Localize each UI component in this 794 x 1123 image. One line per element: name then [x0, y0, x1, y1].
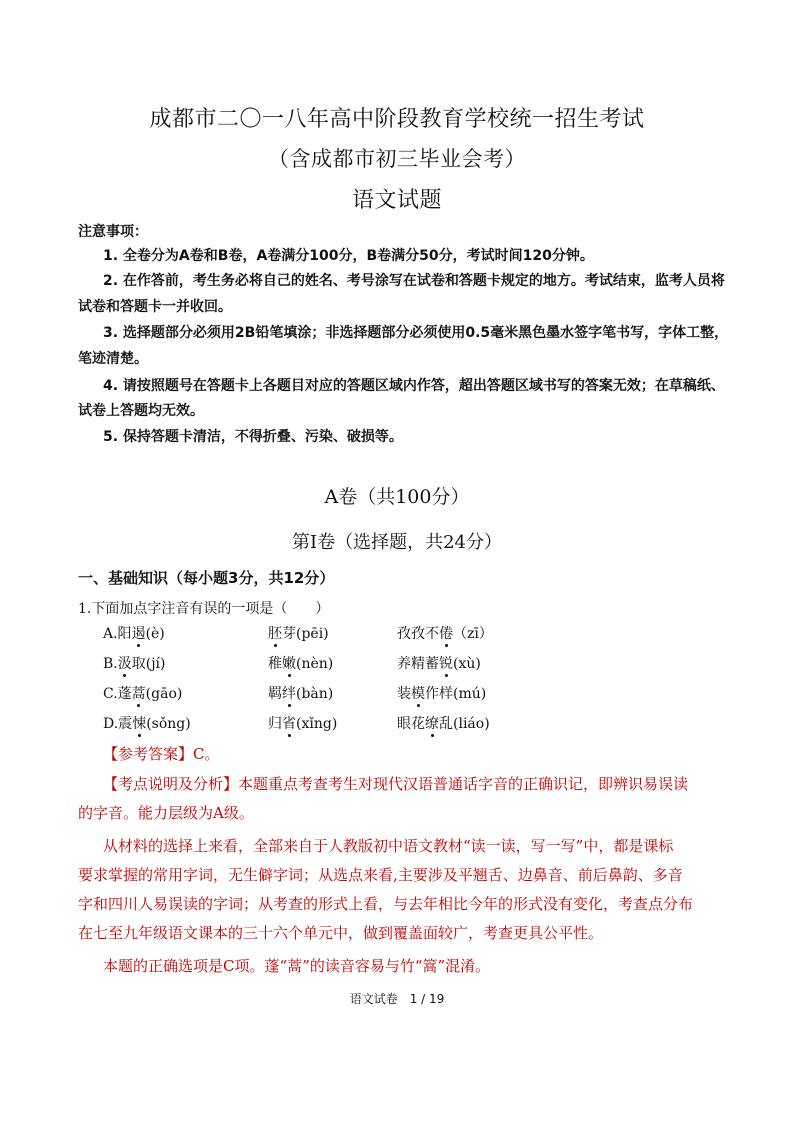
notice-line-2a: 2. 在作答前，考生务必将自己的姓名、考号涂写在试卷和答题卡规定的地方。考试结束，监考人员将	[103, 273, 725, 289]
option-a-item-2: 胚芽(pēi)	[268, 626, 329, 642]
basic-knowledge-heading: 一、基础知识（每小题3分，共12分）	[78, 569, 335, 587]
reference-answer: 【参考答案】C。	[103, 745, 220, 763]
option-c-item-3: 装模作样(mú)	[397, 686, 487, 702]
option-a-item-3: 孜孜不倦（zī）	[397, 626, 493, 642]
option-b-item-1: B.汲取(jí)	[103, 656, 166, 672]
option-c-item-1: C.蓬蒿(gāo)	[103, 686, 183, 702]
dotted-char: 省	[282, 716, 296, 732]
dotted-char: 模	[411, 686, 425, 702]
dotted-char: 遏	[131, 626, 146, 642]
dotted-char: 蒿	[131, 686, 146, 702]
dotted-char: 汲	[117, 656, 132, 672]
exam-subtitle: （含成都市初三毕业会考）	[268, 147, 526, 171]
dotted-char: 缭	[425, 716, 439, 732]
dotted-char: 胚	[268, 626, 282, 642]
option-d-item-3: 眼花缭乱(liáo)	[397, 716, 490, 732]
dotted-char: 锐	[439, 656, 453, 672]
option-d-item-2: 归省(xǐng)	[268, 716, 338, 732]
notice-line-1: 1. 全卷分为A卷和B卷，A卷满分100分，B卷满分50分，考试时间120分钟。	[103, 248, 594, 264]
option-a-item-1: A.阳遏(è)	[103, 626, 165, 642]
subject-title: 语文试题	[351, 188, 442, 213]
notice-line-3b: 笔迹清楚。	[78, 351, 148, 367]
notice-line-4b: 试卷上答题均无效。	[78, 403, 204, 419]
analysis-p2-line-4: 在七至九年级语文课本的三十六个单元中，做到覆盖面较广，考查更具公平性。	[78, 924, 604, 942]
part-one-title: 第Ⅰ卷（选择题，共24分）	[291, 532, 502, 553]
analysis-line-2: 的字音。能力层级为A级。	[78, 804, 254, 822]
analysis-p2-line-3: 字和四川人易误读的字词；从考查的形式上看，与去年相比今年的形式没有变化，考查点分布	[78, 895, 694, 913]
notice-line-3a: 3. 选择题部分必须用2B铅笔填涂；非选择题部分必须使用0.5毫米黑色墨水签字笔书写，字体工整，	[103, 325, 729, 341]
notice-heading: 注意事项：	[78, 224, 148, 240]
dotted-char: 绊	[282, 686, 296, 702]
question-1-stem: 1.下面加点字注音有误的一项是（ ）	[78, 601, 330, 617]
option-c-item-2: 羁绊(bàn)	[268, 686, 334, 702]
option-b-item-2: 稚嫩(nèn)	[268, 656, 334, 672]
analysis-p2-line-1: 从材料的选择上来看，全部来自于人教版初中语文教材“读一读，写一写”中，都是课标	[103, 837, 674, 855]
exam-title: 成都市二〇一八年高中阶段教育学校统一招生考试	[149, 107, 645, 132]
notice-line-2b: 试卷和答题卡一并收回。	[78, 299, 232, 315]
volume-a-title: A卷（共100分）	[324, 486, 470, 508]
analysis-p2-line-2: 要求掌握的常用字词，无生僻字词；从选点来看,主要涉及平翘舌、边鼻音、前后鼻韵、多音	[78, 866, 683, 884]
dotted-char: 倦	[439, 626, 453, 642]
analysis-line-1: 【考点说明及分析】本题重点考查考生对现代汉语普通话字音的正确识记，即辨识易误读	[103, 775, 689, 793]
dotted-char: 嫩	[282, 656, 296, 672]
analysis-p3: 本题的正确选项是C项。蓬“蒿”的读音容易与竹“篙”混淆。	[103, 957, 491, 975]
notice-line-4a: 4. 请按照题号在答题卡上各题目对应的答题区域内作答，超出答题区域书写的答案无效；在草稿纸、	[103, 378, 725, 394]
page-footer: 语文试卷 1 / 19	[349, 992, 445, 1006]
option-b-item-3: 养精蓄锐(xù)	[397, 656, 481, 672]
notice-line-5: 5. 保持答题卡清洁，不得折叠、污染、破损等。	[103, 429, 403, 445]
option-d-item-1: D.震悚(sǒng)	[103, 716, 191, 732]
dotted-char: 悚	[132, 716, 147, 732]
